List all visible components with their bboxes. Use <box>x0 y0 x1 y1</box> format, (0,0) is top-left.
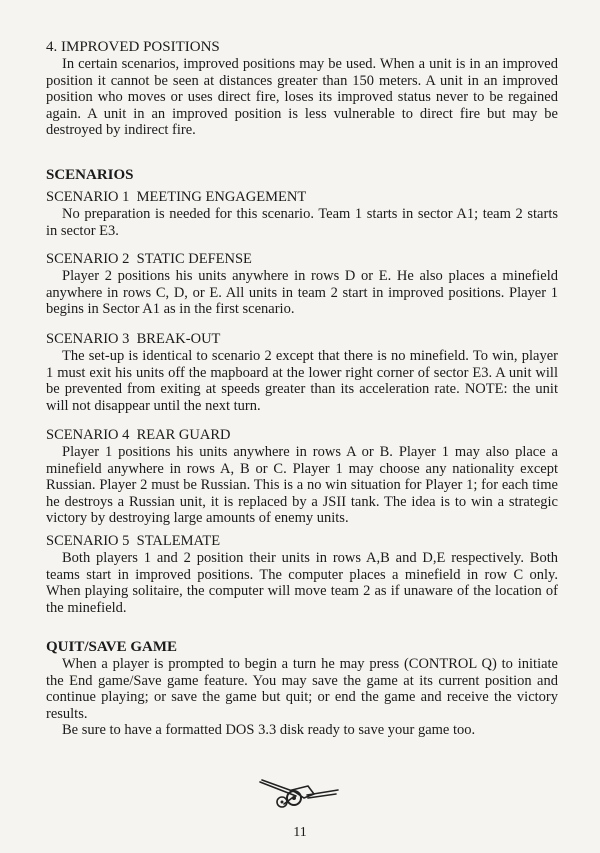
scenario-3-body: The set-up is identical to scenario 2 except that there is no minefield. To win, player 1 must exit his units off the mapboard at the lower right corner of sector E3. A unit will be prevented from exiting at speeds greater than its acceleration rate. NOTE: the unit will not disappear until the next turn. <box>46 348 558 414</box>
field-cannon-icon <box>252 768 342 808</box>
scenario-2 <box>46 250 558 318</box>
scenario-1 <box>46 188 558 239</box>
scenario-5-body: Both players 1 and 2 position their units in rows A,B and D,E respectively. Both teams start in improved positions. The computer places a minefield in row C only. When playing solitaire, the computer will move team 2 as if unaware of the location of the minefield. <box>46 550 558 616</box>
page-number: 11 <box>293 825 307 840</box>
scenario-4-title: SCENARIO 4 REAR GUARD <box>46 427 231 443</box>
scenario-2-title: SCENARIO 2 STATIC DEFENSE <box>46 251 252 267</box>
scenario-1-title: SCENARIO 1 MEETING ENGAGEMENT <box>46 189 307 205</box>
scenario-5-title: SCENARIO 5 STALEMATE <box>46 533 221 549</box>
scenario-3-title: SCENARIO 3 BREAK-OUT <box>46 331 221 347</box>
scenarios-heading: SCENARIOS <box>46 167 134 183</box>
improved-positions-section <box>46 38 558 139</box>
scenario-3 <box>46 330 558 414</box>
scenario-2-body: Player 2 positions his units anywhere in rows D or E. He also places a minefield anywhere in rows C, D, or E. All units in team 2 start in improved positions. Player 1 begins in Sector A1 as in the first scenario. <box>46 268 558 317</box>
quit-save-section <box>46 638 558 739</box>
scenario-1-body: No preparation is needed for this scenario. Team 1 starts in sector A1; team 2 starts in sector E3. <box>46 206 558 239</box>
quit-save-note: Be sure to have a formatted DOS 3.3 disk ready to save your game too. <box>62 722 476 738</box>
improved-positions-heading: 4. IMPROVED POSITIONS <box>46 39 220 55</box>
quit-save-heading: QUIT/SAVE GAME <box>46 639 178 655</box>
scenarios-section <box>46 166 558 184</box>
improved-positions-body: In certain scenarios, improved positions may be used. When a unit is in an improved position it cannot be seen at distances greater than 150 meters. A unit in an improved position who moves or uses direct fire, loses its improved status never to be regained again. A unit in an improved position is less vulnerable to direct fire but may be destroyed by indirect fire. <box>46 56 558 138</box>
scenario-4-body: Player 1 positions his units anywhere in rows A or B. Player 1 may also place a minefield anywhere in rows A, B or C. Player 1 may choose any nationality except Russian. Player 2 must be Russian. This is a no win situation for Player 1; for each time he destroys a Russian unit, it is replaced by a JSII tank. The idea is to win a strategic victory by destroying large amounts of enemy units. <box>46 444 558 526</box>
scenario-4 <box>46 426 558 527</box>
scenario-5 <box>46 532 558 616</box>
quit-save-body: When a player is prompted to begin a turn he may press (CONTROL Q) to initiate the End game/Save game feature. You may save the game at its current position and continue playing; or save the game but quit; or end the game and receive the victory results. <box>46 656 558 722</box>
